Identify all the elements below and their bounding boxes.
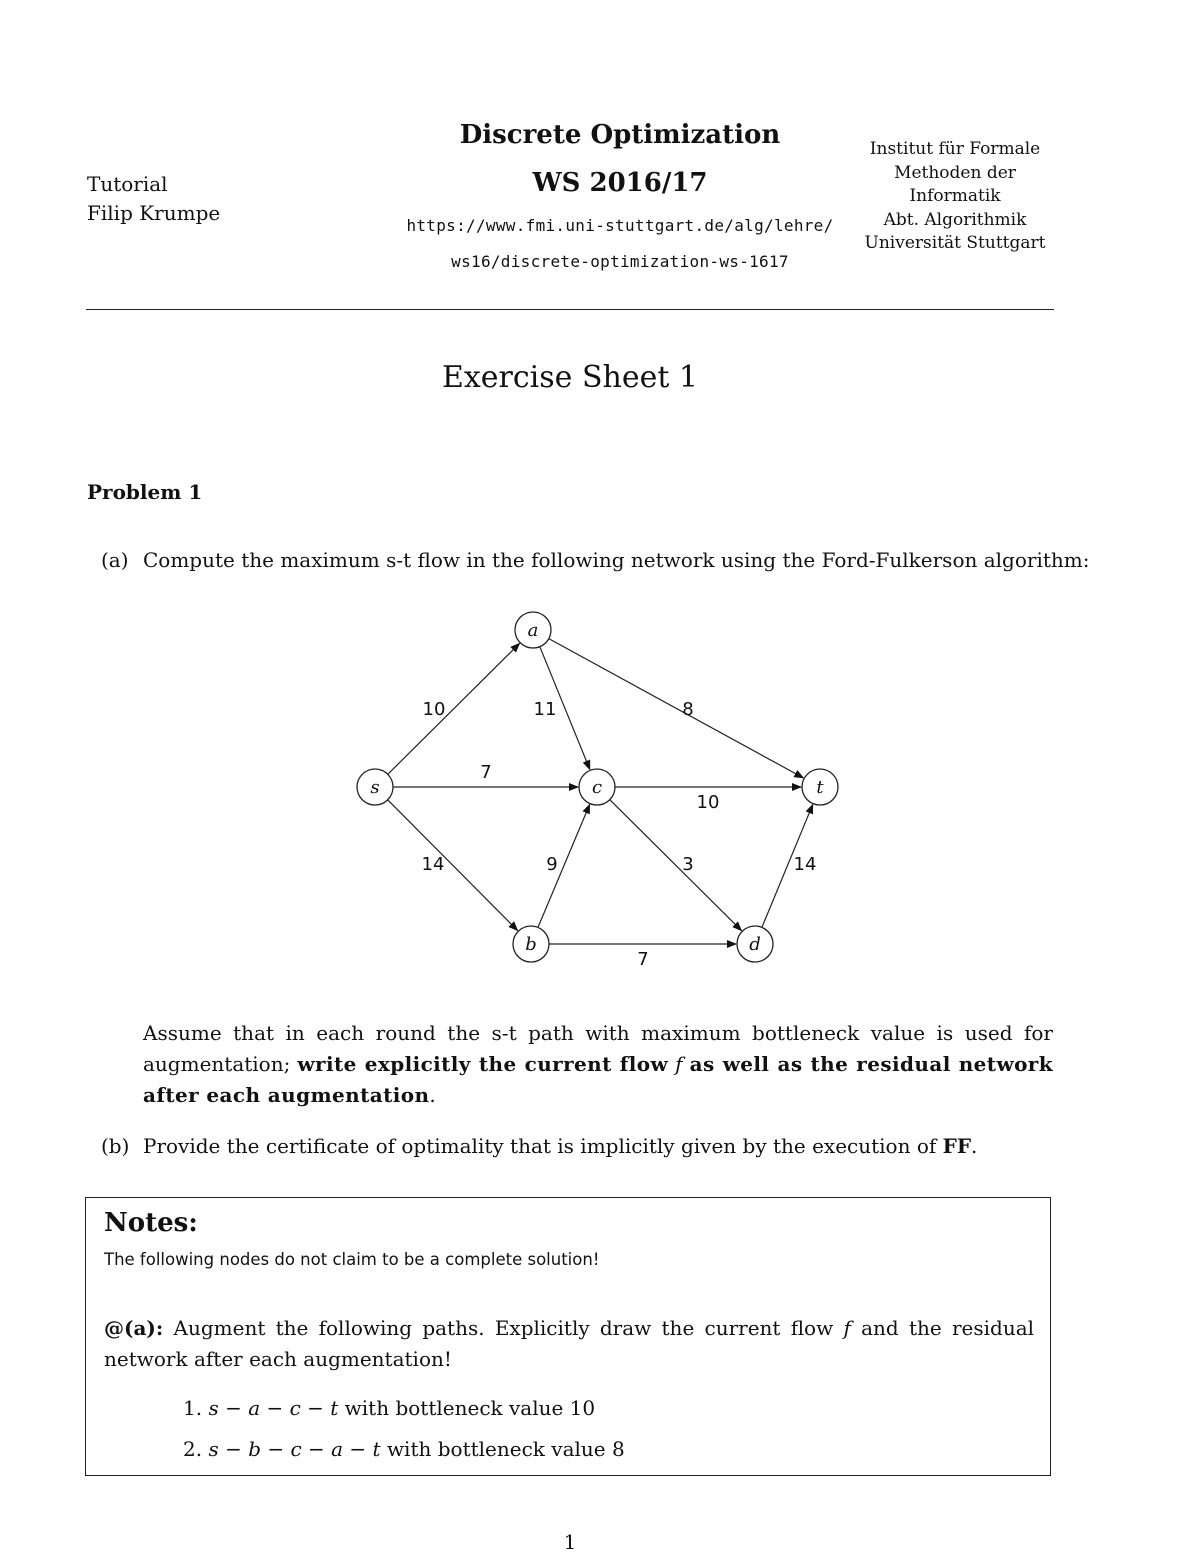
notes-title: Notes:	[104, 1208, 198, 1238]
flow-symbol: f	[675, 1052, 683, 1076]
institute-line: Informatik	[909, 186, 1001, 206]
node-label: c	[591, 777, 603, 798]
path-number: 2.	[183, 1437, 203, 1461]
item-b-text	[143, 1134, 977, 1158]
notes-a-text: Augment the following paths. Explicitly draw the current flow	[173, 1316, 834, 1340]
path-sequence: s − a − c − t	[208, 1396, 339, 1420]
path-description: with bottleneck value 8	[386, 1437, 625, 1461]
course-title: Discrete Optimization	[459, 120, 781, 150]
sheet-title: Exercise Sheet 1	[441, 360, 699, 395]
path-list-item	[183, 1396, 595, 1420]
edge-capacity-label: 9	[546, 854, 558, 875]
notes-subtitle: The following nodes do not claim to be a complete solution!	[104, 1250, 600, 1269]
edge-s-b	[388, 800, 518, 931]
item-a-label: (a)	[101, 548, 129, 572]
institute-line: Methoden der	[894, 162, 1016, 183]
path-number: 1.	[183, 1396, 203, 1420]
header-divider	[86, 309, 1054, 310]
assumption-text: Assume that in each round the s-t path with maximum bottleneck value is used for augmentation;	[143, 1021, 1053, 1076]
institute-block	[850, 138, 1060, 256]
notes-a-text2: and the residual network after each augmentation!	[104, 1316, 1035, 1371]
node-label: a	[527, 620, 539, 641]
edge-capacity-label: 10	[696, 792, 720, 813]
node-label: s	[370, 777, 380, 798]
item-a-text: Compute the maximum s-t flow in the following network using the Ford-Fulkerson algorithm:	[143, 548, 1090, 572]
item-b-label: (b)	[101, 1134, 130, 1158]
assumption-paragraph	[143, 1018, 1053, 1111]
notes-a-label: @(a):	[104, 1316, 164, 1340]
edge-c-d	[610, 800, 742, 931]
flow-network-diagram	[340, 600, 860, 990]
page-number: 1	[563, 1530, 577, 1554]
item-b-ff: FF	[942, 1134, 972, 1158]
institute-line: Universität Stuttgart	[864, 233, 1046, 253]
course-url-line2: ws16/discrete-optimization-ws-1617	[451, 252, 789, 271]
edge-capacity-label: 14	[793, 854, 817, 875]
course-url-line1: https://www.fmi.uni-stuttgart.de/alg/lehre/	[406, 216, 834, 235]
institute-line: Abt. Algorithmik	[883, 209, 1027, 230]
item-b-end: .	[971, 1134, 978, 1158]
edge-a-t	[549, 639, 804, 778]
edge-capacity-label: 14	[421, 854, 445, 875]
edge-s-a	[388, 643, 520, 774]
edge-capacity-label: 3	[682, 854, 694, 875]
institute-line: Institut für Formale	[869, 139, 1041, 159]
edge-capacity-label: 8	[682, 699, 694, 720]
assumption-emphasis-2: as well as the residual network after each augmentation	[143, 1052, 1053, 1107]
edge-capacity-label: 11	[533, 699, 557, 720]
assumption-emphasis-1: write explicitly the current flow	[297, 1052, 669, 1076]
node-label: t	[816, 777, 824, 798]
problem-heading: Problem 1	[87, 480, 203, 504]
item-b-body: Provide the certificate of optimality that is implicitly given by the execution of	[143, 1134, 937, 1158]
node-label: b	[525, 934, 537, 955]
edge-capacity-label: 10	[422, 699, 446, 720]
tutorial-info	[87, 170, 220, 228]
path-sequence: s − b − c − a − t	[208, 1437, 381, 1461]
path-list-item	[183, 1437, 625, 1461]
flow-symbol: f	[843, 1316, 851, 1340]
edge-capacity-label: 7	[480, 762, 492, 783]
tutorial-label: Tutorial	[87, 172, 168, 196]
tutor-name: Filip Krumpe	[87, 201, 221, 225]
path-description: with bottleneck value 10	[344, 1396, 596, 1420]
assumption-end: .	[429, 1083, 436, 1107]
edge-capacity-label: 7	[637, 949, 649, 970]
notes-item-a	[104, 1313, 1034, 1375]
course-term: WS 2016/17	[532, 168, 708, 198]
node-label: d	[749, 934, 761, 955]
